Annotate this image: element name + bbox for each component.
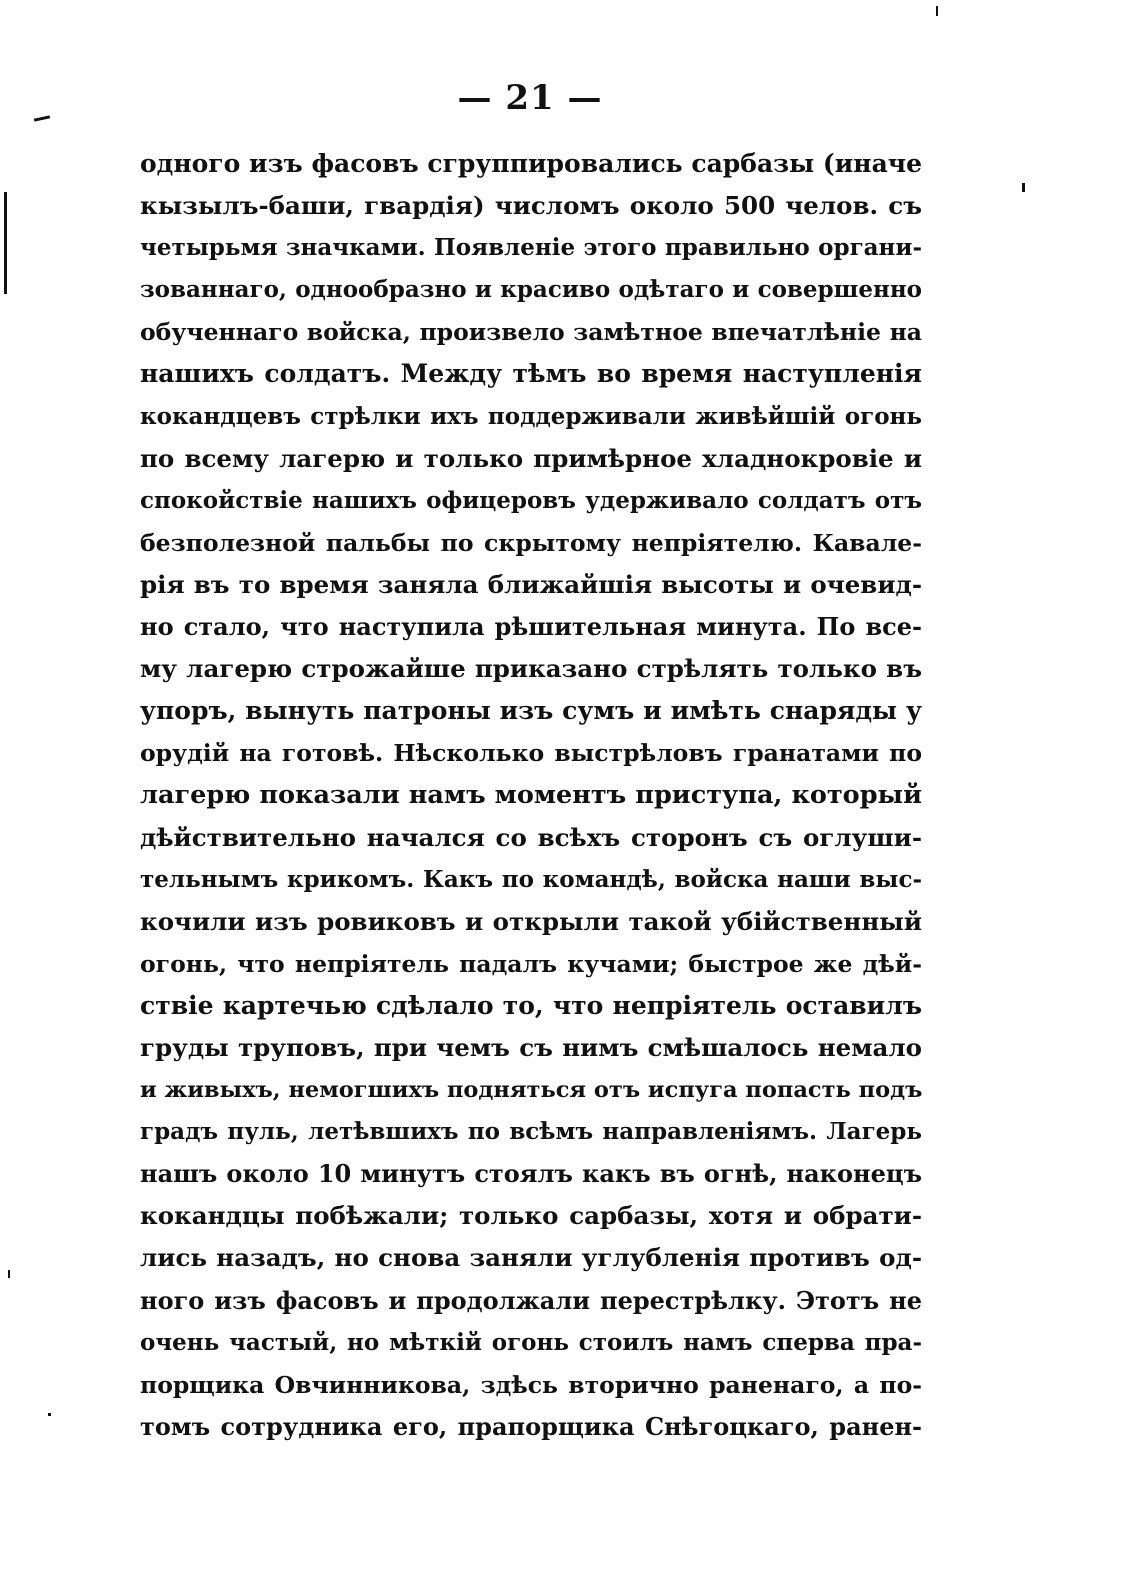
text-line: орудій на готовѣ. Нѣсколько выстрѣловъ гранатами по: [140, 739, 922, 768]
text-line: спокойствіе нашихъ офицеровъ удерживало солдатъ отъ: [140, 486, 922, 514]
text-line: лись назадъ, но снова заняли углубленія противъ од-: [140, 1243, 922, 1273]
text-line: упоръ, вынуть патроны изъ сумъ и имѣть снаряды у: [140, 696, 922, 726]
text-line: ного изъ фасовъ и продолжали перестрѣлку. Этотъ не: [140, 1285, 922, 1315]
margin-speck: [936, 6, 938, 16]
margin-speck: [48, 1413, 51, 1416]
margin-speck: [8, 1270, 10, 1278]
text-line: томъ сотрудника его, прапорщика Снѣгоцкаго, ранен-: [140, 1411, 922, 1441]
text-line: обученнаго войска, произвело замѣтное впечатлѣніе на: [140, 318, 922, 347]
text-line: кокандцы побѣжали; только сарбазы, хотя и обрати-: [140, 1201, 922, 1231]
text-line: безполезной пальбы по скрытому непріятелю. Кавале-: [140, 528, 922, 557]
text-line: градъ пуль, летѣвшихъ по всѣмъ направленіямъ. Лагерь: [140, 1118, 922, 1146]
text-line: му лагерю строжайше приказано стрѣлять только въ: [140, 654, 922, 684]
text-line: очень частый, но мѣткій огонь стоилъ намъ сперва пра-: [140, 1328, 922, 1356]
text-line: нашихъ солдатъ. Между тѣмъ во время наступленія: [140, 359, 922, 389]
text-line: одного изъ фасовъ сгруппировались сарбазы (иначе: [140, 149, 922, 178]
body-text: [140, 143, 922, 1448]
text-line: кокандцевъ стрѣлки ихъ поддерживали живѣйшій огонь: [140, 402, 922, 430]
text-line: дѣйствительно начался со всѣхъ сторонъ съ оглуши-: [140, 822, 922, 852]
text-line: зованнаго, однообразно и красиво одѣтаго и совершенно: [140, 276, 922, 304]
text-line: кызылъ-баши, гвардія) числомъ около 500 челов. съ: [140, 191, 922, 221]
page-number: — 21 —: [457, 78, 603, 118]
text-line: тельнымъ крикомъ. Какъ по командѣ, войска наши выс-: [140, 865, 922, 893]
text-line: лагерю показали намъ моментъ приступа, который: [140, 780, 922, 811]
text-line: порщика Овчинникова, здѣсь вторично раненаго, а по-: [140, 1370, 922, 1399]
text-line: кочили изъ ровиковъ и открыли такой убійственный: [140, 906, 922, 936]
margin-scan-bar: [4, 192, 7, 294]
text-line: четырьмя значками. Появленіе этого правильно органи-: [140, 234, 922, 262]
text-line: и живыхъ, немогшихъ подняться отъ испуга попасть подъ: [140, 1077, 923, 1104]
text-line: груды труповъ, при чемъ съ нимъ смѣшалось немало: [140, 1032, 922, 1062]
text-line: огонь, что непріятель падалъ кучами; быстрое же дѣй-: [140, 949, 922, 978]
text-line: ствіе картечью сдѣлало то, что непріятель оставилъ: [140, 990, 922, 1020]
text-line: по всему лагерю и только примѣрное хладнокровіе и: [140, 443, 922, 473]
text-line: рія въ то время заняла ближайшія высоты и очевид-: [140, 569, 922, 599]
text-line: но стало, что наступила рѣшительная минута. По все-: [140, 612, 922, 642]
margin-speck: [1022, 183, 1025, 192]
text-line: нашъ около 10 минутъ стоялъ какъ въ огнѣ, наконецъ: [140, 1159, 922, 1189]
